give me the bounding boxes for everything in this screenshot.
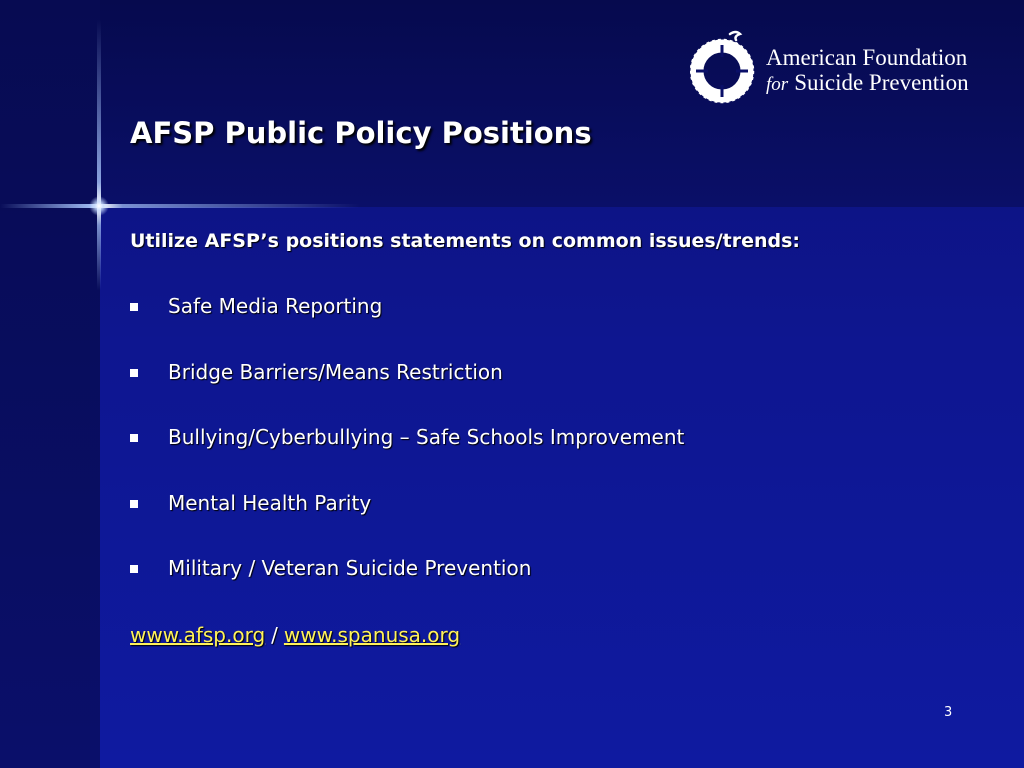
left-decor-band: [0, 0, 100, 768]
bullet-text: Military / Veteran Suicide Prevention: [168, 556, 532, 580]
bullet-item: [130, 292, 684, 358]
afsp-link[interactable]: www.afsp.org: [130, 623, 266, 647]
light-streak-vertical: [97, 20, 101, 290]
bullet-square-icon: [130, 303, 138, 311]
bullet-square-icon: [130, 434, 138, 442]
page-number: 3: [944, 705, 953, 720]
bullet-list: [130, 292, 684, 620]
bullet-text: Mental Health Parity: [168, 490, 372, 515]
bullet-text: Safe Media Reporting: [168, 294, 383, 318]
logo-wordmark: [766, 45, 969, 97]
bullet-square-icon: [130, 565, 138, 573]
bullet-item: [130, 358, 684, 424]
slide-title: AFSP Public Policy Positions: [130, 116, 592, 150]
link-separator: /: [271, 623, 278, 647]
bullet-item: [130, 554, 684, 620]
bullet-item: [130, 423, 684, 489]
life-ring-icon: [690, 28, 756, 108]
bullet-square-icon: [130, 500, 138, 508]
sparkle-icon: [89, 196, 109, 216]
slide-subtitle: Utilize AFSP’s positions statements on common issues/trends:: [130, 230, 801, 252]
afsp-logo: [690, 28, 1010, 108]
links-row: [130, 621, 460, 649]
logo-line-2-text: Suicide Prevention: [794, 70, 969, 95]
bullet-item: [130, 489, 684, 555]
bullet-text: Bridge Barriers/Means Restriction: [168, 359, 503, 384]
light-streak-horizontal: [0, 204, 360, 208]
logo-line-2: [766, 70, 969, 97]
spanusa-link[interactable]: www.spanusa.org: [283, 623, 461, 647]
logo-for: for: [766, 74, 789, 95]
bullet-text: Bullying/Cyberbullying – Safe Schools Improvement: [168, 425, 685, 449]
logo-line-1: American Foundation: [766, 45, 968, 70]
bullet-square-icon: [130, 369, 138, 377]
